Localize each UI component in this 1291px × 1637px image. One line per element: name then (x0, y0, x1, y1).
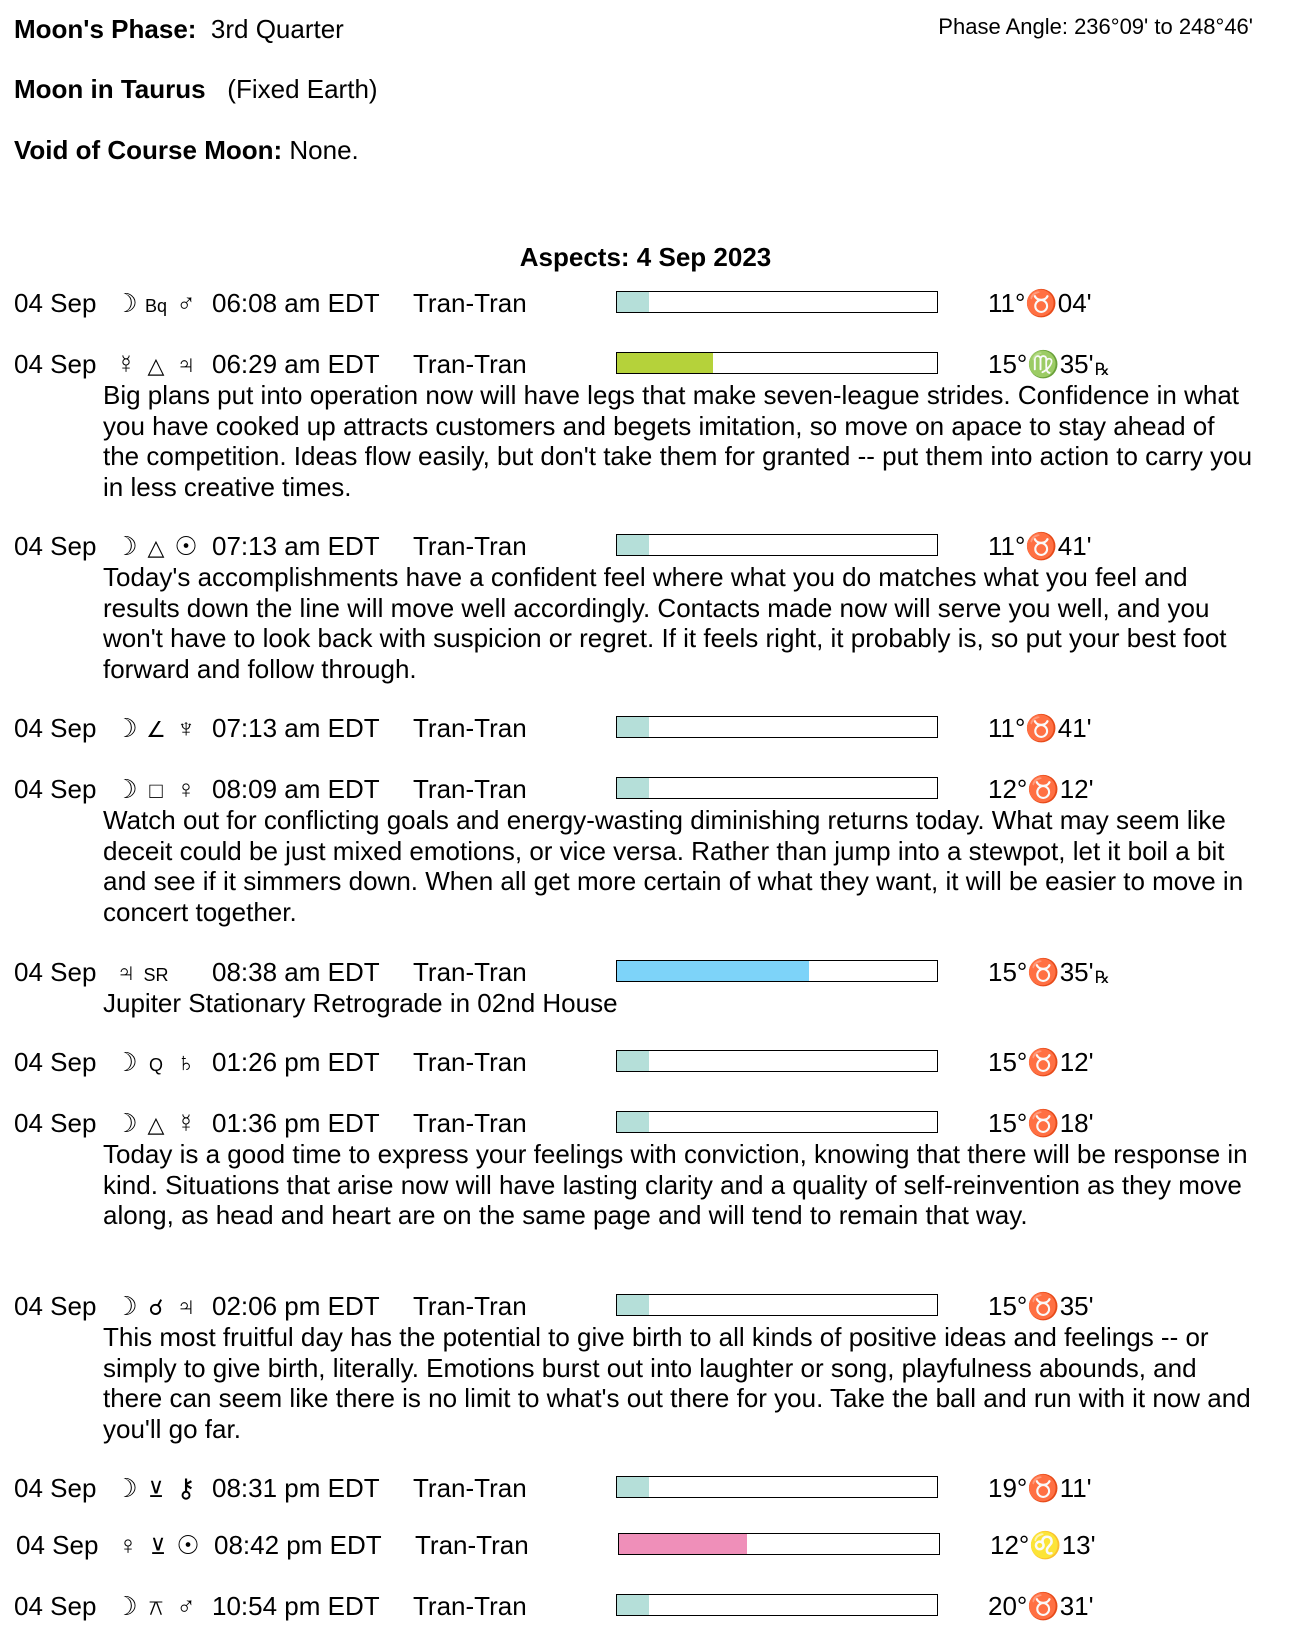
position-value: 15°♍35' (988, 349, 1094, 379)
aspect-kind: Tran-Tran (413, 531, 527, 561)
aspect-glyphs (111, 1473, 221, 1504)
aspect-description: Today's accomplishments have a confident feel where what you do matches what you feel and results down the line will move well accordingly. Contacts made now will serve you well, and you won't have to look back with suspicion or regret. If it feels right, it probably is, so put your best foot forward and follow through. (103, 562, 1227, 684)
position-value: 12°♌13' (990, 1530, 1096, 1560)
position-value: 20°♉31' (988, 1591, 1094, 1621)
planet-2-glyph-icon: ♂ (176, 1591, 196, 1621)
planet-1-glyph-icon: ☽ (114, 1473, 138, 1503)
aspect-glyphs (111, 957, 221, 988)
aspect-glyph-icon: △ (147, 353, 165, 378)
strength-bar (616, 352, 938, 374)
strength-bar-fill (617, 717, 649, 737)
aspect-kind: Tran-Tran (413, 774, 527, 804)
phase-angle: Phase Angle: 236°09' to 248°46' (938, 14, 1253, 39)
aspect-glyph-icon: ⊻ (147, 1477, 165, 1502)
aspect-date: 04 Sep (14, 774, 97, 804)
planet-1-glyph-icon: ♀ (118, 1530, 138, 1560)
aspect-glyph-icon: SR (143, 965, 169, 985)
aspect-glyphs (111, 349, 221, 380)
planet-1-glyph-icon: ☽ (114, 1591, 138, 1621)
position-value: 12°♉12' (988, 774, 1094, 804)
aspect-glyphs (111, 1291, 221, 1322)
planet-2-glyph-icon: ☿ (176, 1108, 196, 1138)
planet-2-glyph-icon: ⚷ (176, 1473, 196, 1503)
moon-sign-label: Moon in Taurus (14, 74, 206, 104)
position-value: 19°♉11' (988, 1473, 1092, 1503)
aspect-date: 04 Sep (14, 957, 97, 987)
void-of-course-value: None. (289, 135, 359, 165)
strength-bar (618, 1533, 940, 1555)
aspect-position (990, 1530, 1096, 1561)
planet-2-glyph-icon: ♆ (176, 713, 196, 743)
planet-2-glyph-icon: ♃ (176, 349, 196, 379)
aspect-kind: Tran-Tran (413, 957, 527, 987)
position-value: 15°♉35' (988, 957, 1094, 987)
retrograde-icon: ℞ (1094, 360, 1110, 379)
aspect-kind: Tran-Tran (415, 1530, 529, 1560)
aspect-kind: Tran-Tran (413, 1473, 527, 1503)
position-value: 11°♉41' (988, 713, 1092, 743)
planet-2-glyph-icon: ☉ (176, 1530, 200, 1560)
aspect-kind: Tran-Tran (413, 1291, 527, 1321)
aspect-date: 04 Sep (14, 1473, 97, 1503)
aspect-position (988, 1473, 1092, 1504)
position-value: 15°♉12' (988, 1047, 1094, 1077)
aspect-glyph-icon: △ (147, 1112, 165, 1137)
strength-bar (616, 291, 938, 313)
aspect-time: 10:54 pm EDT (212, 1591, 380, 1621)
aspect-position (988, 531, 1092, 562)
aspect-date: 04 Sep (14, 288, 97, 318)
strength-bar (616, 534, 938, 556)
aspect-glyph-icon: ☌ (148, 1295, 164, 1320)
strength-bar (616, 777, 938, 799)
strength-bar-fill (617, 1477, 649, 1497)
planet-1-glyph-icon: ☽ (114, 288, 138, 318)
planet-2-glyph-icon: ♂ (176, 288, 196, 318)
aspect-description: Big plans put into operation now will have legs that make seven-league strides. Confidence in what you have cooked up attracts customers and begets imitation, so move on apace to stay ahead of the competition. Ideas flow easily, but don't take them for granted -- put them into action to carry you in less creative times. (103, 380, 1253, 502)
void-of-course-label: Void of Course Moon: (14, 135, 283, 165)
aspect-date: 04 Sep (14, 1291, 97, 1321)
planet-2-glyph-icon: ♃ (176, 1291, 196, 1321)
void-of-course-line (14, 135, 359, 166)
aspect-position (988, 1591, 1094, 1622)
strength-bar-fill (617, 535, 649, 555)
strength-bar-fill (617, 1112, 649, 1132)
strength-bar (616, 960, 938, 982)
aspect-time: 08:38 am EDT (212, 957, 380, 987)
strength-bar (616, 1594, 938, 1616)
aspect-position (988, 1291, 1094, 1322)
aspect-glyph-icon: □ (149, 778, 163, 803)
aspect-time: 01:26 pm EDT (212, 1047, 380, 1077)
planet-1-glyph-icon: ☽ (114, 1047, 138, 1077)
strength-bar (616, 1050, 938, 1072)
aspect-time: 07:13 am EDT (212, 531, 380, 561)
aspect-kind: Tran-Tran (413, 349, 527, 379)
aspect-time: 08:42 pm EDT (214, 1530, 382, 1560)
aspect-date: 04 Sep (14, 1591, 97, 1621)
strength-bar (616, 1294, 938, 1316)
planet-1-glyph-icon: ♃ (116, 957, 136, 987)
aspect-glyphs (111, 1047, 221, 1078)
strength-bar (616, 716, 938, 738)
aspect-time: 08:31 pm EDT (212, 1473, 380, 1503)
aspect-position (988, 288, 1092, 319)
aspect-glyph-icon: Q (148, 1055, 163, 1075)
moon-sign-line (14, 74, 378, 105)
aspect-kind: Tran-Tran (413, 713, 527, 743)
moon-sign-value: (Fixed Earth) (227, 74, 378, 104)
aspect-glyphs (111, 774, 221, 805)
moon-phase-label: Moon's Phase: (14, 14, 197, 44)
planet-1-glyph-icon: ☽ (114, 1108, 138, 1138)
aspect-date: 04 Sep (14, 1047, 97, 1077)
retrograde-icon: ℞ (1094, 968, 1110, 987)
aspect-glyphs (111, 531, 221, 562)
aspect-position (988, 1108, 1094, 1139)
planet-1-glyph-icon: ☽ (114, 713, 138, 743)
aspect-position (988, 1047, 1094, 1078)
position-value: 15°♉35' (988, 1291, 1094, 1321)
strength-bar-fill (617, 961, 809, 981)
planet-1-glyph-icon: ☽ (114, 531, 138, 561)
aspect-date: 04 Sep (14, 713, 97, 743)
aspect-glyph-icon: ⚻ (148, 1595, 164, 1620)
planet-1-glyph-icon: ☿ (116, 349, 136, 379)
aspect-glyphs (111, 288, 221, 319)
aspect-kind: Tran-Tran (413, 1591, 527, 1621)
aspect-glyph-icon: △ (147, 535, 165, 560)
aspect-description: This most fruitful day has the potential to give birth to all kinds of positive ideas and feelings -- or simply to give birth, literally. Emotions burst out into laughter or song, playfulness abounds, and there can seem like there is no limit to what's out there for you. Take the ball and run with it now and you'll go far. (103, 1322, 1251, 1444)
aspect-date: 04 Sep (16, 1530, 99, 1560)
aspect-glyphs (111, 1591, 221, 1622)
strength-bar-fill (617, 1595, 649, 1615)
aspect-glyphs (111, 1108, 221, 1139)
position-value: 11°♉04' (988, 288, 1092, 318)
aspect-description: Jupiter Stationary Retrograde in 02nd House (103, 988, 618, 1018)
strength-bar (616, 1111, 938, 1133)
aspect-kind: Tran-Tran (413, 1047, 527, 1077)
aspect-position (988, 774, 1094, 805)
planet-1-glyph-icon: ☽ (114, 1291, 138, 1321)
aspect-glyphs (113, 1530, 223, 1561)
strength-bar-fill (617, 292, 649, 312)
planet-2-glyph-icon: ♀ (176, 774, 196, 804)
aspect-kind: Tran-Tran (413, 1108, 527, 1138)
planet-2-glyph-icon: ☉ (174, 531, 198, 561)
aspect-time: 08:09 am EDT (212, 774, 380, 804)
aspect-time: 06:29 am EDT (212, 349, 380, 379)
aspect-date: 04 Sep (14, 531, 97, 561)
strength-bar-fill (617, 1051, 649, 1071)
moon-phase-value: 3rd Quarter (210, 14, 344, 44)
position-value: 15°♉18' (988, 1108, 1094, 1138)
strength-bar-fill (617, 353, 713, 373)
aspect-time: 02:06 pm EDT (212, 1291, 380, 1321)
aspect-description: Watch out for conflicting goals and energy-wasting diminishing returns today. What may seem like deceit could be just mixed emotions, or vice versa. Rather than jump into a stewpot, let it boil a bit and see if it simmers down. When all get more certain of what they want, it will be easier to move in concert together. (103, 805, 1244, 927)
strength-bar-fill (619, 1534, 747, 1554)
aspect-description: Today is a good time to express your feelings with conviction, knowing that there will be response in kind. Situations that arise now will have lasting clarity and a quality of self-reinvention as they move along, as head and heart are on the same page and will tend to remain that way. (103, 1139, 1248, 1230)
aspect-time: 06:08 am EDT (212, 288, 380, 318)
position-value: 11°♉41' (988, 531, 1092, 561)
aspect-glyph-icon: Bq (144, 296, 168, 316)
planet-2-glyph-icon: ♄ (176, 1047, 196, 1077)
aspect-glyph-icon: ∠ (146, 717, 166, 742)
aspect-glyphs (111, 713, 221, 744)
aspect-time: 01:36 pm EDT (212, 1108, 380, 1138)
aspect-kind: Tran-Tran (413, 288, 527, 318)
aspects-title: Aspects: 4 Sep 2023 (519, 242, 772, 272)
aspect-position (988, 957, 1110, 988)
aspect-time: 07:13 am EDT (212, 713, 380, 743)
moon-phase-line (14, 14, 344, 45)
aspect-position (988, 349, 1110, 380)
strength-bar (616, 1476, 938, 1498)
strength-bar-fill (617, 778, 649, 798)
aspect-glyph-icon: ⊻ (149, 1534, 167, 1559)
aspect-date: 04 Sep (14, 1108, 97, 1138)
aspect-date: 04 Sep (14, 349, 97, 379)
strength-bar-fill (617, 1295, 649, 1315)
planet-1-glyph-icon: ☽ (114, 774, 138, 804)
aspect-position (988, 713, 1092, 744)
